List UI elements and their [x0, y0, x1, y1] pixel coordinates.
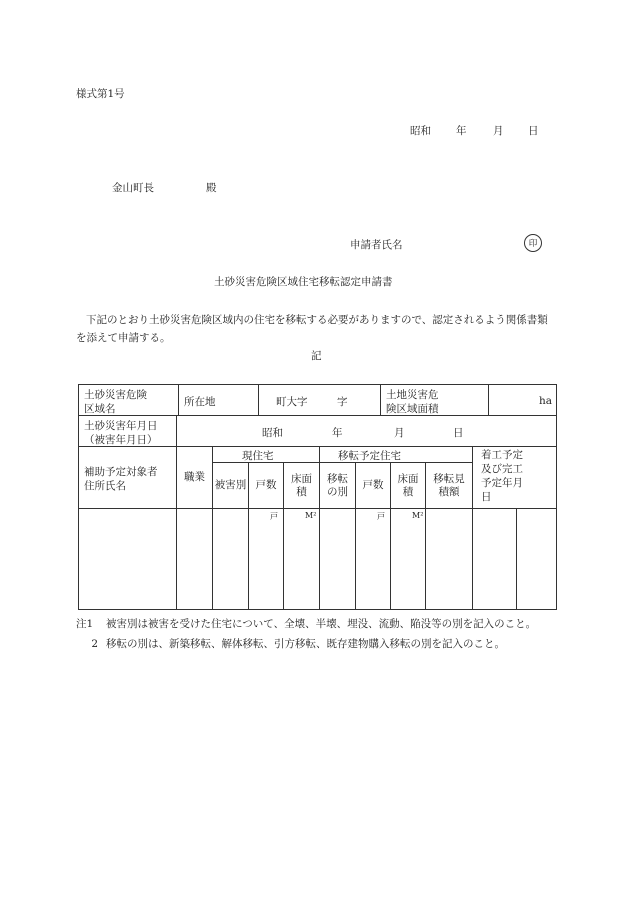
- floor-area-header: 床面積: [291, 472, 312, 498]
- location-aza: 字: [337, 396, 348, 408]
- unit-m2: M²: [305, 511, 317, 520]
- ki-label: 記: [311, 350, 322, 362]
- schedule-label-4: 日: [481, 491, 492, 503]
- applicant-label: 申請者氏名: [350, 239, 403, 251]
- note-number: 注1: [76, 618, 94, 630]
- disaster-date-day: 日: [453, 427, 464, 439]
- units-header: 戸数: [255, 479, 277, 491]
- damage-type-header: 被害別: [214, 479, 247, 491]
- area-unit: ha: [539, 395, 553, 407]
- area-label-1: 土地災害危: [386, 389, 439, 401]
- target-label-1: 補助予定対象者: [84, 466, 158, 478]
- unit-ko-2: 戸: [377, 512, 385, 521]
- area-name-label-1: 土砂災害危険: [84, 389, 147, 401]
- location-town: 町大字: [276, 396, 308, 408]
- relocation-type-header: 移転の別: [327, 472, 348, 498]
- date-era: 昭和: [410, 125, 431, 137]
- disaster-date-label-2: （被害年月日）: [84, 434, 158, 446]
- unit-m2-2: M²: [412, 511, 424, 520]
- schedule-label-2: 及び完工: [481, 463, 523, 475]
- addressee-name: 金山町長: [112, 182, 154, 194]
- current-house-header: 現住宅: [242, 450, 274, 462]
- note-item: [76, 634, 560, 654]
- disaster-date-year: 年: [332, 427, 343, 439]
- units-header-2: 戸数: [362, 479, 384, 491]
- seal-icon: 印: [524, 234, 542, 252]
- disaster-date-era: 昭和: [262, 427, 283, 439]
- date-day: 日: [528, 125, 539, 137]
- addressee-honorific: 殿: [206, 182, 217, 194]
- relocation-plan-header: 移転予定住宅: [338, 450, 401, 462]
- date-year: 年: [456, 125, 467, 137]
- note-item: [76, 614, 560, 634]
- note-text: 被害別は被害を受けた住宅について、全壊、半壊、埋没、流動、陥没等の別を記入のこと。: [106, 618, 537, 630]
- estimated-cost-header: 移転見積額: [433, 472, 465, 498]
- notes: [76, 614, 560, 654]
- document-title: 土砂災害危険区域住宅移転認定申請書: [214, 276, 393, 288]
- note-text: 移転の別は、新築移転、解体移転、引方移転、既存建物購入移転の別を記入のこと。: [106, 638, 505, 650]
- schedule-label-1: 着工予定: [481, 449, 523, 461]
- target-label-2: 住所氏名: [84, 480, 126, 492]
- form-number: 様式第1号: [76, 88, 125, 100]
- disaster-date-label-1: 土砂災害年月日: [84, 420, 158, 432]
- area-label-2: 険区域面積: [386, 403, 439, 415]
- occupation-header: 職業: [184, 470, 205, 483]
- floor-area-header-2: 床面積: [397, 472, 419, 498]
- schedule-label-3: 予定年月: [481, 477, 523, 489]
- date-month: 月: [493, 125, 504, 137]
- disaster-date-month: 月: [394, 427, 405, 439]
- unit-ko: 戸: [270, 512, 278, 521]
- location-label: 所在地: [184, 396, 216, 408]
- body-text: 下記のとおり土砂災害危険区域内の住宅を移転する必要がありますので、認定されるよう関係書類を添えて申請する。: [76, 314, 548, 344]
- note-number: 2: [91, 638, 98, 650]
- area-name-label-2: 区域名: [84, 403, 116, 415]
